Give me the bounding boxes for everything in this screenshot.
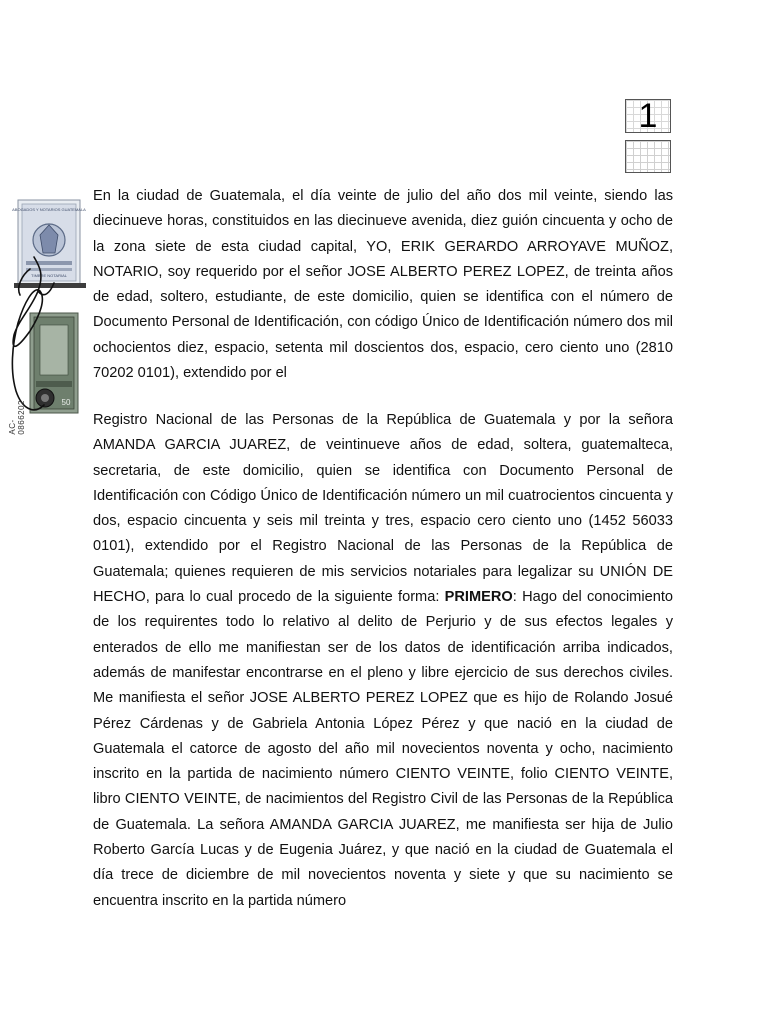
- paragraph-main-part1: Registro Nacional de las Personas de la República de Guatemala y por la señora AMANDA GARCIA JUAREZ, de veintinueve años de edad, soltera, guatemalteca, secretaria, de este domicilio, quien se identifica con Documento Personal de Identificación con Código Único de Identificación número un mil cuatrocientos cincuenta y dos, espacio cincuenta y seis mil treinta y tres, espacio cero ciento uno (1452 56033 0101), extendido por el Registro Nacional de las Personas de la República de Guatemala; quienes requieren de mis servicios notariales para legalizar su UNIÓN DE HECHO, para lo cual procedo de la siguiente forma:: [93, 412, 673, 606]
- top-stamp-footer-text: TIMBRE NOTARIAL: [31, 273, 67, 278]
- top-stamp-caption-text: ABOGADOS Y NOTARIOS GUATEMALA: [12, 207, 86, 212]
- paragraph-main-part2: : Hago del conocimiento de los requirentes todo lo relativo al delito de Perjurio y de sus efectos legales y enterados de ello me manifiestan ser de los datos de identificación arriba indicados, además de manifestar encontrarse en el pleno y libre ejercicio de sus derechos civiles. Me manifiesta el señor JOSE ALBERTO PEREZ LOPEZ que es hijo de Rolando Josué Pérez Cárdenas y de Gabriela Antonia López Pérez y que nació en la ciudad de Guatemala el catorce de agosto del año mil novecientos noventa y ocho, nacimiento inscrito en la partida de nacimiento número CIENTO VEINTE, folio CIENTO VEINTE, libro CIENTO VEINTE, de nacimientos del Registro Civil de las Personas de la República de Guatemala. La señora AMANDA GARCIA JUAREZ, me manifiesta ser hija de Julio Roberto García Lucas y de Eugenia Juárez, y que nació en la ciudad de Guatemala el día trece de diciembre de mil novecientos noventa y siete y que su nacimiento se encuentra inscrito en la partida número: [93, 589, 673, 909]
- page-number-box: [625, 99, 671, 133]
- paragraph-main: [93, 408, 673, 914]
- paragraph-intro: En la ciudad de Guatemala, el día veinte de julio del año dos mil veinte, siendo las diecinueve horas, constituidos en las diecinueve avenida, diez guión cincuenta y ocho de la zona siete de esta ciudad capital, YO, ERIK GERARDO ARROYAVE MUÑOZ, NOTARIO, soy requerido por el señor JOSE ALBERTO PEREZ LOPEZ, de treinta años de edad, soltero, estudiante, de este domicilio, quien se identifica con el número de Documento Personal de Identificación, con código Único de Identificación número dos mil ochocientos diez, espacio, setenta mil doscientos dos, espacio, cero ciento uno (2810 70202 0101), extendido por el: [93, 188, 673, 382]
- page-number: 1: [638, 97, 658, 135]
- stamp-serial-number: AC-0866202: [8, 399, 26, 435]
- stamps-graphic: [0, 195, 90, 425]
- revenue-stamp: [30, 313, 78, 413]
- page-grid-box: [625, 140, 671, 173]
- clause-heading-primero: PRIMERO: [444, 589, 513, 606]
- stamp-divider: [14, 283, 86, 288]
- notarial-stamp-top: [12, 200, 86, 285]
- revenue-stamp-value-text: 50: [61, 398, 71, 407]
- notarial-stamps: [0, 195, 90, 435]
